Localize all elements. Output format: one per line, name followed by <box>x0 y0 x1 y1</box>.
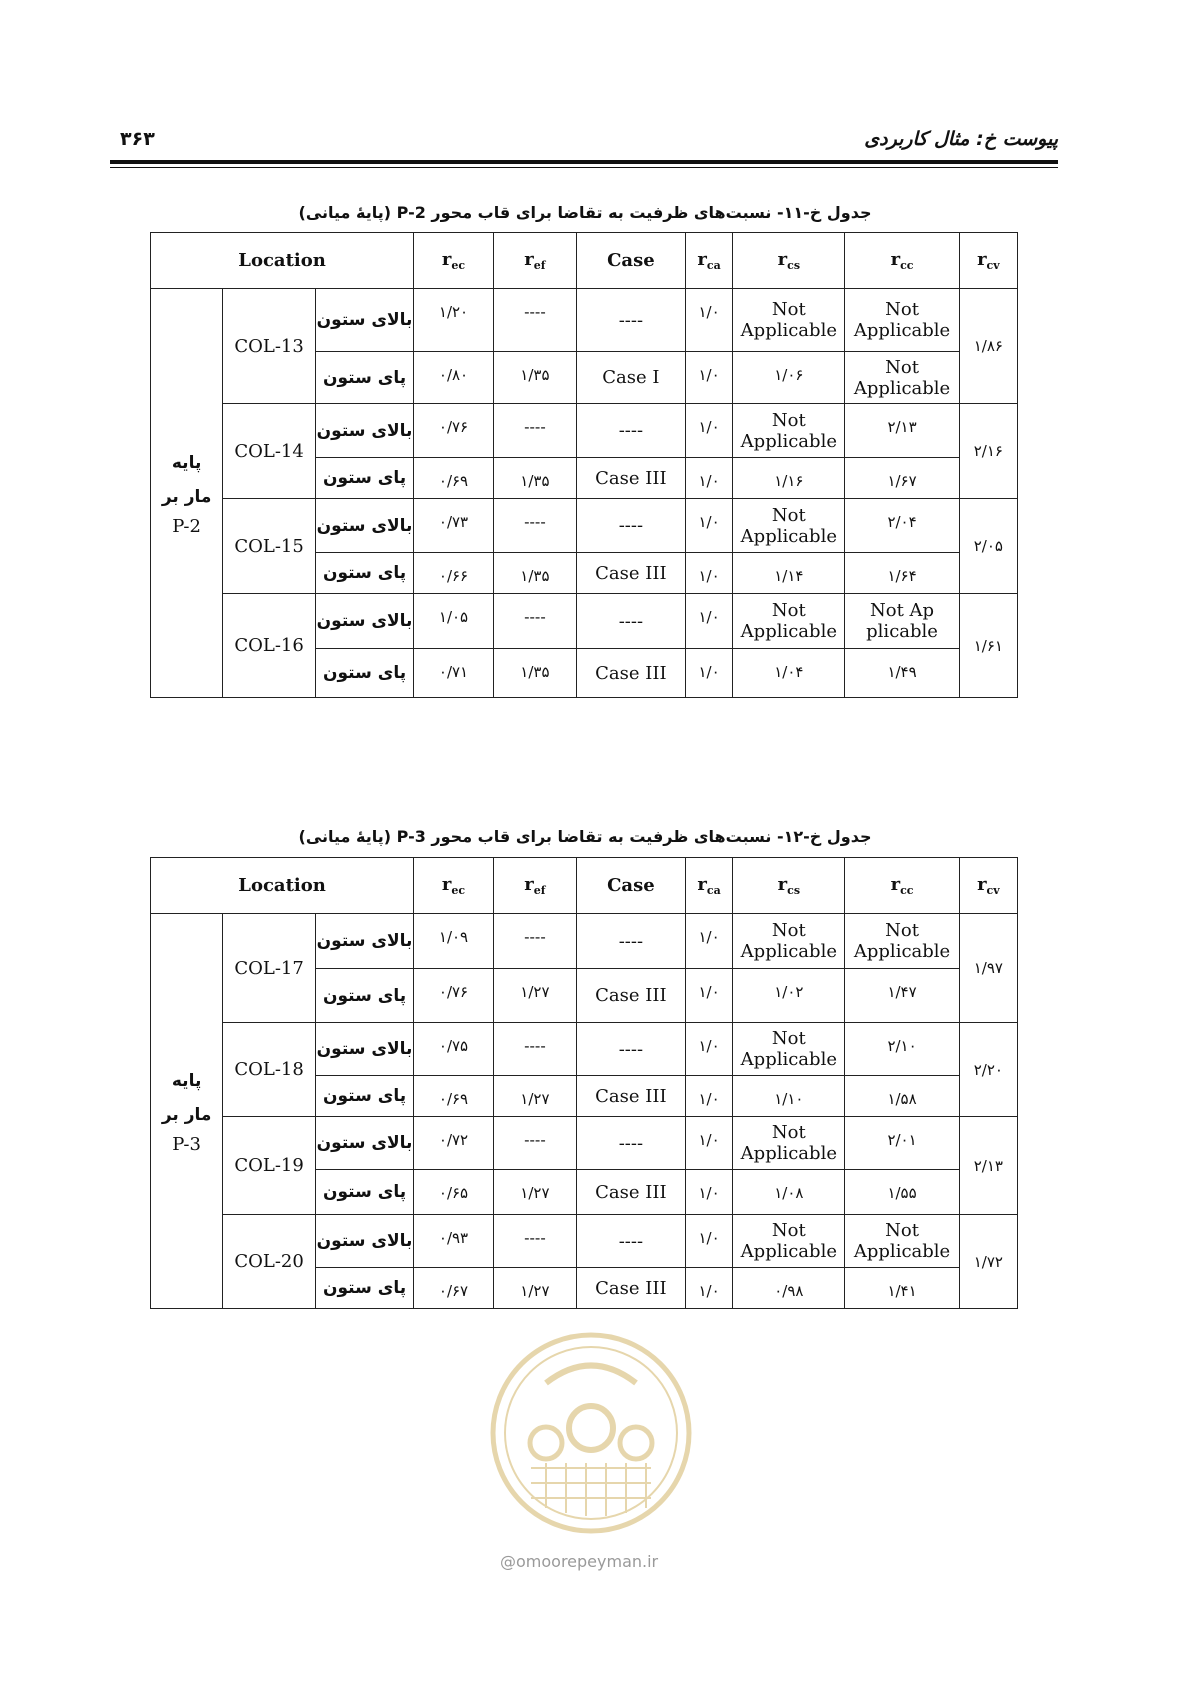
table-cell: ۱/۰۸ <box>733 1170 845 1215</box>
capacity-demand-table <box>150 857 1018 1309</box>
table-caption: جدول خ-۱۱- نسبت‌های ظرفیت به تقاضا برای قاب محور P-2 (پایهٔ میانی) <box>298 203 872 222</box>
table-cell: ۱/۲۰ <box>414 289 494 352</box>
table-cell: ۱/۰ <box>685 649 732 698</box>
rcv-value: ۲/۰۵ <box>959 499 1017 594</box>
table-cell: ۰/۷۲ <box>414 1117 494 1170</box>
table-cell: ---- <box>576 289 685 352</box>
table-cell: ۰/۶۹ <box>414 1076 494 1117</box>
table-cell: ۰/۹۸ <box>733 1268 845 1309</box>
location-label: پای ستون <box>315 553 413 594</box>
table-cell: ---- <box>576 1023 685 1076</box>
publisher-seal-logo <box>486 1328 696 1538</box>
page-number: ۳۶۳ <box>120 128 155 150</box>
table-cell: ۱/۴۹ <box>845 649 959 698</box>
column-id: COL-16 <box>223 594 316 698</box>
rcv-value: ۱/۸۶ <box>959 289 1017 404</box>
header-case: Case <box>576 858 685 914</box>
table-cell: ۱/۲۷ <box>493 969 576 1023</box>
table-cell: Case III <box>576 1170 685 1215</box>
table-cell: ۱/۰ <box>685 352 732 404</box>
table-cell: Not Applicable <box>733 594 845 649</box>
table-cell: ۱/۲۷ <box>493 1170 576 1215</box>
table-cell: ۱/۰ <box>685 914 732 969</box>
header-ref: $r_{ef}$ <box>493 233 576 289</box>
column-id: COL-18 <box>223 1023 316 1117</box>
rcv-value: ۱/۷۲ <box>959 1215 1017 1309</box>
table-cell: ---- <box>493 1117 576 1170</box>
table-cell: Not Applicable <box>845 289 959 352</box>
table-cell: ---- <box>576 594 685 649</box>
header-rcs: $r_{cs}$ <box>733 858 845 914</box>
table-cell: Case III <box>576 649 685 698</box>
table-cell: ۰/۹۳ <box>414 1215 494 1268</box>
header-location: Location <box>151 233 414 289</box>
table-cell: ۱/۶۷ <box>845 458 959 499</box>
table-cell: Not Ap plicable <box>845 594 959 649</box>
header-ref: $r_{ef}$ <box>493 858 576 914</box>
table-cell: ۱/۰ <box>685 553 732 594</box>
table-cell: ۱/۰۹ <box>414 914 494 969</box>
table-cell: ۰/۷۳ <box>414 499 494 553</box>
table-cell: ۱/۱۰ <box>733 1076 845 1117</box>
table-cell: ۱/۰ <box>685 404 732 458</box>
location-label: بالای ستون <box>315 914 413 969</box>
table-cell: ۱/۰ <box>685 289 732 352</box>
table-cell: ۱/۰۴ <box>733 649 845 698</box>
table-cell: ۰/۶۹ <box>414 458 494 499</box>
header-rcs: $r_{cs}$ <box>733 233 845 289</box>
table-cell: ۱/۵۵ <box>845 1170 959 1215</box>
table-cell: Case I <box>576 352 685 404</box>
table-cell: ---- <box>493 914 576 969</box>
header-rca: $r_{ca}$ <box>685 858 732 914</box>
table-cell: ۱/۰۶ <box>733 352 845 404</box>
table-cell: ۰/۷۱ <box>414 649 494 698</box>
table-row <box>151 1215 1018 1268</box>
table-row <box>151 289 1018 352</box>
table-cell: Not Applicable <box>733 1117 845 1170</box>
watermark-text: @omoorepeyman.ir <box>500 1552 659 1571</box>
table-cell: ۲/۱۰ <box>845 1023 959 1076</box>
table-cell: ---- <box>493 594 576 649</box>
column-id: COL-15 <box>223 499 316 594</box>
table-cell: ۰/۶۷ <box>414 1268 494 1309</box>
table-cell: ---- <box>493 1215 576 1268</box>
location-label: پای ستون <box>315 458 413 499</box>
rcv-value: ۱/۶۱ <box>959 594 1017 698</box>
table-cell: Case III <box>576 458 685 499</box>
table-cell: ---- <box>576 1215 685 1268</box>
table-cell: ۱/۰ <box>685 1170 732 1215</box>
rcv-value: ۲/۱۶ <box>959 404 1017 499</box>
table-cell: ---- <box>493 1023 576 1076</box>
table-cell: Case III <box>576 553 685 594</box>
table-cell: ۱/۱۶ <box>733 458 845 499</box>
location-label: بالای ستون <box>315 499 413 553</box>
table-cell: ---- <box>576 404 685 458</box>
table-cell: ۲/۱۳ <box>845 404 959 458</box>
table-cell: ۱/۶۴ <box>845 553 959 594</box>
column-id: COL-14 <box>223 404 316 499</box>
location-label: بالای ستون <box>315 1215 413 1268</box>
table-row <box>151 914 1018 969</box>
rcv-value: ۲/۲۰ <box>959 1023 1017 1117</box>
header-rcv: $r_{cv}$ <box>959 233 1017 289</box>
table-cell: Not Applicable <box>845 1215 959 1268</box>
table-cell: ۰/۷۶ <box>414 969 494 1023</box>
table-row <box>151 499 1018 553</box>
table-cell: ۱/۳۵ <box>493 352 576 404</box>
table-cell: Not Applicable <box>733 289 845 352</box>
table-cell: ۱/۰ <box>685 594 732 649</box>
table-caption: جدول خ-۱۲- نسبت‌های ظرفیت به تقاضا برای قاب محور P-3 (پایهٔ میانی) <box>298 827 872 846</box>
table-cell: ---- <box>576 1117 685 1170</box>
table-cell: Not Applicable <box>733 499 845 553</box>
table-cell: ۱/۰۲ <box>733 969 845 1023</box>
table-cell: ۱/۳۵ <box>493 458 576 499</box>
header-rcv: $r_{cv}$ <box>959 858 1017 914</box>
column-id: COL-20 <box>223 1215 316 1309</box>
rcv-value: ۲/۱۳ <box>959 1117 1017 1215</box>
location-label: بالای ستون <box>315 404 413 458</box>
table-cell: Not Applicable <box>733 1023 845 1076</box>
header-case: Case <box>576 233 685 289</box>
pier-label: پایه مار بر P-2 <box>151 289 223 698</box>
table-row <box>151 1023 1018 1076</box>
location-label: بالای ستون <box>315 289 413 352</box>
header-rule <box>110 160 1058 164</box>
table-cell: ۱/۰ <box>685 1117 732 1170</box>
column-id: COL-17 <box>223 914 316 1023</box>
header-rec: $r_{ec}$ <box>414 858 494 914</box>
table-cell: ۱/۳۵ <box>493 553 576 594</box>
header-rcc: $r_{cc}$ <box>845 233 959 289</box>
table-cell: ---- <box>576 914 685 969</box>
table-row <box>151 1117 1018 1170</box>
location-label: پای ستون <box>315 969 413 1023</box>
header-rcc: $r_{cc}$ <box>845 858 959 914</box>
table-cell: ۱/۴۷ <box>845 969 959 1023</box>
table-cell: ۱/۲۷ <box>493 1076 576 1117</box>
table-cell: ۲/۰۴ <box>845 499 959 553</box>
table-cell: ۱/۰ <box>685 1076 732 1117</box>
pier-label: پایه مار بر P-3 <box>151 914 223 1309</box>
table-cell: ۲/۰۱ <box>845 1117 959 1170</box>
location-label: پای ستون <box>315 649 413 698</box>
location-label: پای ستون <box>315 352 413 404</box>
table-cell: ---- <box>493 499 576 553</box>
header-rec: $r_{ec}$ <box>414 233 494 289</box>
table-cell: ۰/۶۵ <box>414 1170 494 1215</box>
column-id: COL-19 <box>223 1117 316 1215</box>
table-cell: Not Applicable <box>733 914 845 969</box>
table-row <box>151 404 1018 458</box>
table-cell: ۱/۰ <box>685 1215 732 1268</box>
table-row <box>151 594 1018 649</box>
table-cell: Not Applicable <box>733 404 845 458</box>
header-rule-thin <box>110 167 1058 168</box>
table-cell: ۱/۱۴ <box>733 553 845 594</box>
table-cell: ۱/۰ <box>685 1023 732 1076</box>
table-cell: ۱/۰ <box>685 1268 732 1309</box>
table-cell: ۱/۲۷ <box>493 1268 576 1309</box>
table-cell: ۰/۶۶ <box>414 553 494 594</box>
header-location: Location <box>151 858 414 914</box>
table-cell: Not Applicable <box>733 1215 845 1268</box>
column-id: COL-13 <box>223 289 316 404</box>
table-cell: ---- <box>493 289 576 352</box>
location-label: پای ستون <box>315 1076 413 1117</box>
table-cell: Case III <box>576 969 685 1023</box>
header-rca: $r_{ca}$ <box>685 233 732 289</box>
rcv-value: ۱/۹۷ <box>959 914 1017 1023</box>
location-label: بالای ستون <box>315 1117 413 1170</box>
table-cell: ۱/۰ <box>685 969 732 1023</box>
location-label: بالای ستون <box>315 594 413 649</box>
location-label: بالای ستون <box>315 1023 413 1076</box>
location-label: پای ستون <box>315 1268 413 1309</box>
table-cell: ۱/۳۵ <box>493 649 576 698</box>
running-title: پیوست خ: مثال کاربردی <box>864 128 1058 150</box>
table-cell: ---- <box>576 499 685 553</box>
table-cell: Not Applicable <box>845 914 959 969</box>
table-cell: ۱/۰۵ <box>414 594 494 649</box>
table-cell: ---- <box>493 404 576 458</box>
table-cell: ۱/۰ <box>685 499 732 553</box>
location-label: پای ستون <box>315 1170 413 1215</box>
table-cell: ۱/۰ <box>685 458 732 499</box>
table-cell: ۰/۷۵ <box>414 1023 494 1076</box>
table-cell: ۰/۷۶ <box>414 404 494 458</box>
table-cell: ۱/۵۸ <box>845 1076 959 1117</box>
capacity-demand-table <box>150 232 1018 698</box>
table-cell: ۱/۴۱ <box>845 1268 959 1309</box>
table-cell: Not Applicable <box>845 352 959 404</box>
table-cell: Case III <box>576 1076 685 1117</box>
table-cell: ۰/۸۰ <box>414 352 494 404</box>
table-cell: Case III <box>576 1268 685 1309</box>
